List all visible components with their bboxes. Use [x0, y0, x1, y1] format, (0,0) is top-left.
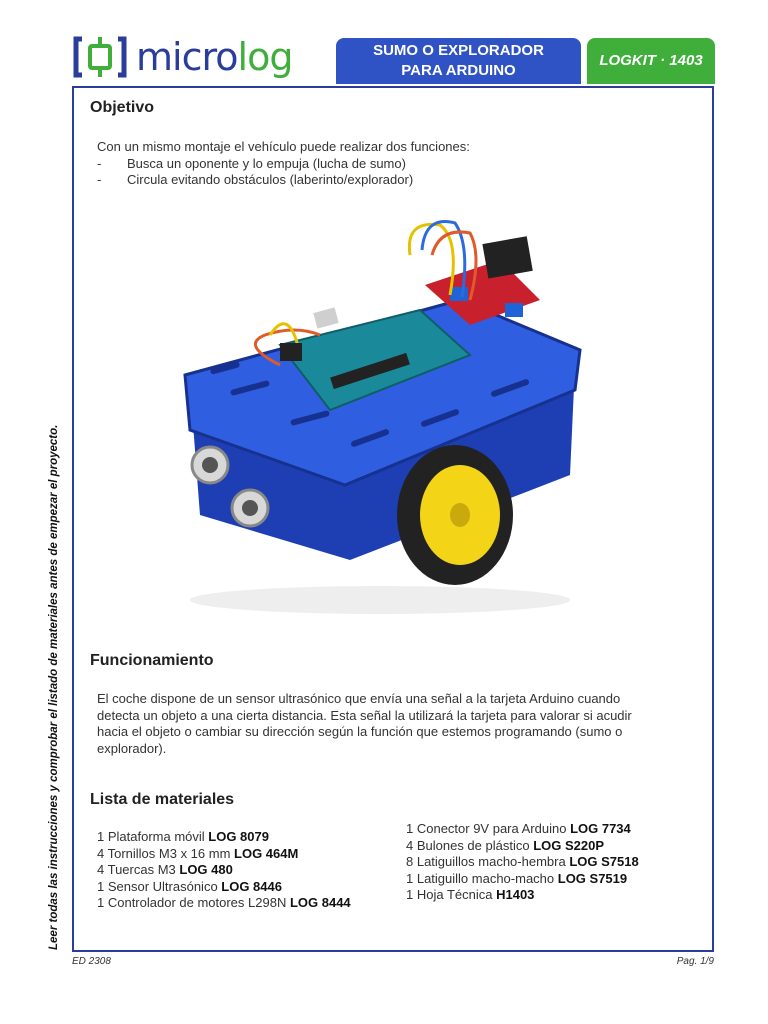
title-line-2: PARA ARDUINO: [401, 62, 516, 79]
robot-car-image: [170, 215, 590, 620]
material-item: 4 Tornillos M3 x 16 mm LOG 464M: [97, 845, 299, 861]
kit-code-badge: LOGKIT · 1403: [587, 38, 715, 84]
material-item: 1 Latiguillo macho-macho LOG S7519: [406, 870, 628, 886]
funcionamiento-line: detecta un objeto a una cierta distancia. Esta señal la utilizará la tarjeta para valorar si acudir: [97, 707, 632, 723]
materials-list-right: [406, 821, 639, 904]
material-item: 4 Tuercas M3 LOG 480: [97, 862, 233, 877]
material-item: 1 Conector 9V para Arduino LOG 7734: [406, 821, 631, 836]
material-item: 8 Latiguillos macho-hembra LOG S7518: [406, 854, 639, 869]
page-number: Pag. 1/9: [676, 956, 714, 967]
material-item: 4 Bulones de plástico LOG S220P: [406, 837, 605, 853]
materials-list-left: [97, 829, 351, 912]
funcionamiento-line: El coche dispone de un sensor ultrasónico que envía una señal a la tarjeta Arduino cuando: [97, 691, 621, 706]
section-heading-materiales: Lista de materiales: [90, 791, 235, 808]
objetivo-item: - Busca un oponente y lo empuja (lucha de sumo): [97, 155, 406, 171]
funcionamiento-line: hacia el objeto o cambiar su dirección según la función que estemos programando (sumo o: [97, 724, 623, 739]
side-instruction-note: Leer todas las instrucciones y comprobar el listado de materiales antes de empezar el proyecto.: [48, 424, 60, 950]
brand-wordmark: microlog: [136, 35, 293, 79]
funcionamiento-text: [97, 691, 632, 757]
brand-logo: [72, 34, 292, 80]
objetivo-intro: Con un mismo montaje el vehículo puede realizar dos funciones:: [97, 139, 470, 154]
logo-mark-icon: [72, 35, 128, 79]
objetivo-text: [97, 139, 470, 189]
section-heading-objetivo: Objetivo: [90, 99, 155, 116]
material-item: 1 Plataforma móvil LOG 8079: [97, 829, 269, 844]
material-item: 1 Hoja Técnica H1403: [406, 887, 535, 902]
material-item: 1 Controlador de motores L298N LOG 8444: [97, 895, 351, 910]
edition-code: ED 2308: [72, 956, 111, 967]
material-item: 1 Sensor Ultrasónico LOG 8446: [97, 878, 282, 894]
funcionamiento-line: explorador).: [97, 740, 167, 756]
title-line-1: SUMO O EXPLORADOR: [373, 42, 544, 59]
document-title: [336, 38, 581, 84]
objetivo-item: - Circula evitando obstáculos (laberinto/explorador): [97, 172, 414, 187]
section-heading-funcionamiento: Funcionamiento: [90, 652, 214, 669]
